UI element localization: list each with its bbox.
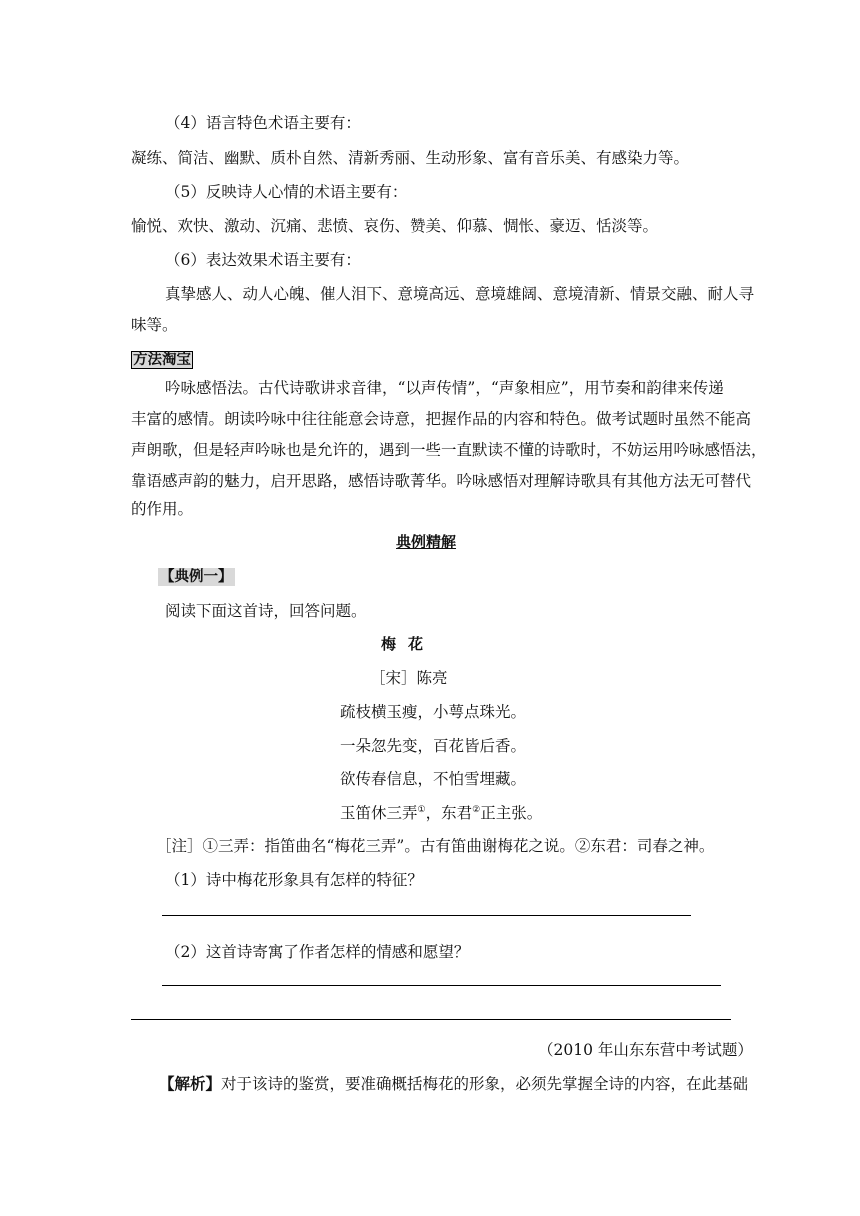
footnote-marker-1: ① xyxy=(417,804,426,815)
analysis-text: 对于该诗的鉴赏，要准确概括梅花的形象，必须先掌握全诗的内容，在此基础 xyxy=(221,1075,749,1093)
effect-terms-list-line2: 味等。 xyxy=(131,316,178,334)
answer-line-2 xyxy=(162,985,721,986)
question-source: （2010 年山东东营中考试题） xyxy=(538,1041,753,1059)
method-label: 方法淘宝 xyxy=(133,352,191,368)
method-paragraph-line3: 声朗歌，但是轻声吟咏也是允许的，遇到一些一直默读不懂的诗歌时，不妨运用吟咏感悟法， xyxy=(131,441,767,459)
footnote-marker-2: ② xyxy=(472,804,481,815)
question-2: （2）这首诗寄寓了作者怎样的情感和愿望？ xyxy=(165,943,470,961)
poem-line-4-part3: 正主张。 xyxy=(480,804,543,822)
question-1: （1）诗中梅花形象具有怎样的特征？ xyxy=(165,871,423,889)
language-terms-heading: （4）语言特色术语主要有： xyxy=(165,114,361,132)
poem-line-4-part1: 玉笛休三弄 xyxy=(340,804,418,822)
answer-line-1 xyxy=(162,915,691,916)
method-paragraph-line4: 靠语感声韵的魅力，启开思路，感悟诗歌菁华。吟咏感悟对理解诗歌具有其他方法无可替代 xyxy=(131,472,752,490)
analysis-label: 【解析】 xyxy=(159,1075,222,1093)
section-divider xyxy=(131,1019,731,1020)
language-terms-list: 凝练、简洁、幽默、质朴自然、清新秀丽、生动形象、富有音乐美、有感染力等。 xyxy=(131,149,690,167)
method-paragraph-line1: 吟咏感悟法。古代诗歌讲求音律，“以声传情”，“声象相应”，用节奏和韵律来传递 xyxy=(165,379,724,397)
poem-line-3: 欲传春信息，不怕雪埋藏。 xyxy=(340,770,527,788)
section-title: 典例精解 xyxy=(396,533,457,551)
method-paragraph-line5: 的作用。 xyxy=(131,500,194,518)
effect-terms-list-line1: 真挚感人、动人心魄、催人泪下、意境高远、意境雄阔、意境清新、情景交融、耐人寻 xyxy=(165,285,755,303)
mood-terms-list: 愉悦、欢快、激动、沉痛、悲愤、哀伤、赞美、仰慕、惆怅、豪迈、恬淡等。 xyxy=(131,217,659,235)
poem-line-4-part2: ，东君 xyxy=(425,804,473,822)
example-label: 【典例一】 xyxy=(160,569,233,585)
poem-title: 梅花 xyxy=(381,635,436,653)
poem-line-4 xyxy=(340,801,542,823)
example-label-wrap xyxy=(158,565,235,586)
analysis-line xyxy=(159,1072,748,1094)
poem-line-1: 疏枝横玉瘦，小萼点珠光。 xyxy=(340,703,527,721)
mood-terms-heading: （5）反映诗人心情的术语主要有： xyxy=(165,183,408,201)
poem-line-2: 一朵忽先变，百花皆后香。 xyxy=(340,737,527,755)
reading-instruction: 阅读下面这首诗，回答问题。 xyxy=(165,602,367,620)
effect-terms-heading: （6）表达效果术语主要有： xyxy=(165,251,361,269)
poem-note: ［注］①三弄：指笛曲名“梅花三弄”。古有笛曲谢梅花之说。②东君：司春之神。 xyxy=(156,837,715,855)
method-section xyxy=(131,348,193,369)
method-paragraph-line2: 丰富的感情。朗读吟咏中往往能意会诗意，把握作品的内容和特色。做考试题时虽然不能高 xyxy=(131,410,752,428)
poem-author: ［宋］陈亮 xyxy=(370,669,448,687)
